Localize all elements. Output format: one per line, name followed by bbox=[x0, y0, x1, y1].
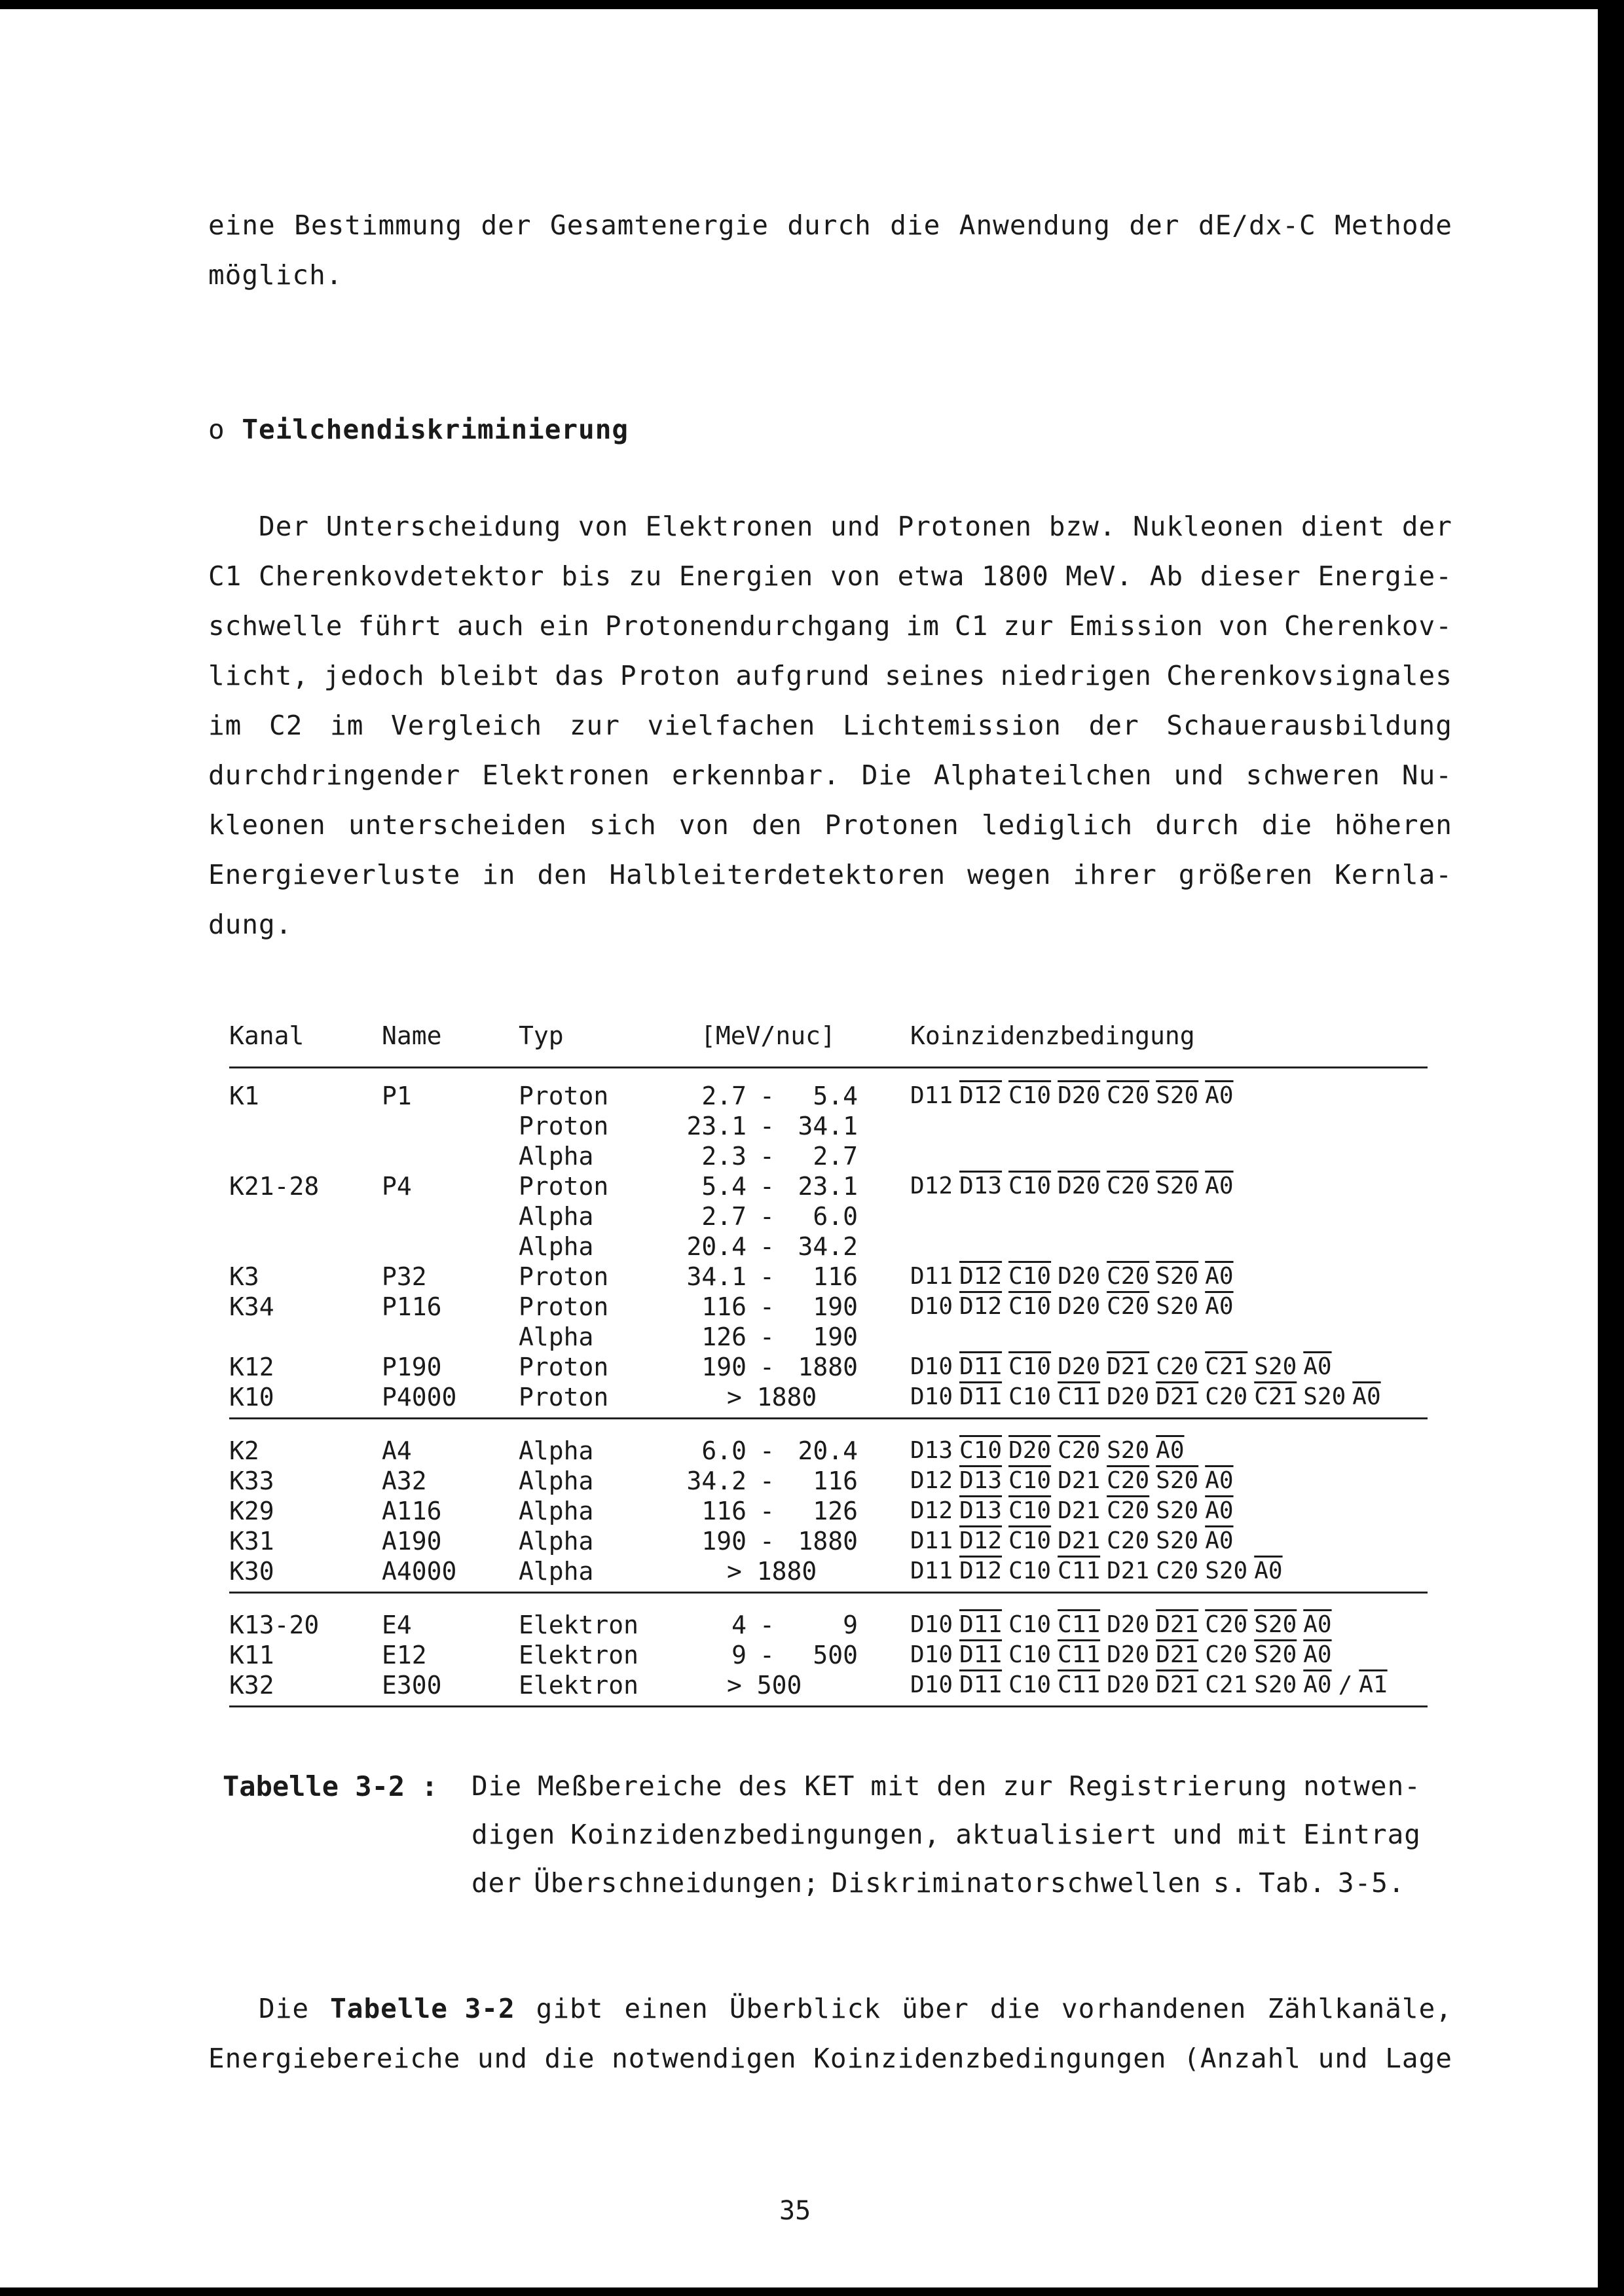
table-rule bbox=[229, 1705, 1428, 1707]
table-cell-name: P32 bbox=[382, 1262, 427, 1291]
table-cell-name: A32 bbox=[382, 1467, 427, 1495]
table-cell-name: A4 bbox=[382, 1436, 412, 1465]
table-cell-coincidence: D10 D11 C10 C11 D20 D21 C20 S20 A0 bbox=[910, 1641, 1332, 1668]
caption-line: digen Koinzidenzbedingungen, aktualisiert und mit Eintrag bbox=[471, 1819, 1421, 1850]
table-cell-kanal: K12 bbox=[229, 1353, 274, 1381]
text-line: Die Tabelle 3-2 gibt einen Überblick über die vorhandenen Zählkanäle, bbox=[208, 1993, 1452, 2024]
table-cell-name: E300 bbox=[382, 1671, 442, 1700]
caption-line: Die Meßbereiche des KET mit den zur Registrierung notwen- bbox=[471, 1770, 1421, 1802]
table-cell-name: P116 bbox=[382, 1292, 442, 1321]
text-line: Der Unterscheidung von Elektronen und Protonen bzw. Nukleonen dient der bbox=[208, 511, 1452, 542]
table-caption-label: Tabelle 3-2 : bbox=[223, 1770, 438, 1802]
table-cell-typ: Proton bbox=[519, 1383, 609, 1412]
table-cell-coincidence: D11 D12 C10 D21 C20 S20 A0 bbox=[910, 1527, 1234, 1554]
table-cell-kanal: K29 bbox=[229, 1497, 274, 1525]
table-cell-kanal: K31 bbox=[229, 1527, 274, 1556]
table-cell-name: E4 bbox=[382, 1611, 412, 1639]
table-caption bbox=[471, 1770, 1421, 1916]
table-cell-name: A116 bbox=[382, 1497, 442, 1525]
table-cell-kanal: K2 bbox=[229, 1436, 259, 1465]
paragraph-overview bbox=[208, 1993, 1452, 2092]
table-cell-name: P4 bbox=[382, 1172, 412, 1201]
table-header-cell: [MeV/nuc] bbox=[701, 1021, 836, 1050]
section-bullet: o bbox=[208, 414, 225, 445]
table-cell-kanal: K10 bbox=[229, 1383, 274, 1412]
table-header-cell: Typ bbox=[519, 1021, 564, 1050]
table-cell-typ: Elektron bbox=[519, 1611, 639, 1639]
table-rule bbox=[229, 1066, 1428, 1068]
page-number: 35 bbox=[779, 2196, 811, 2226]
table-cell-kanal: K32 bbox=[229, 1671, 274, 1700]
text-line: dung. bbox=[208, 909, 293, 940]
table-rule bbox=[229, 1417, 1428, 1419]
text-line: schwelle führt auch ein Protonendurchgang im C1 zur Emission von Cherenkov- bbox=[208, 610, 1452, 642]
table-cell-coincidence: D12 D13 C10 D20 C20 S20 A0 bbox=[910, 1173, 1234, 1199]
table-cell-coincidence: D11 D12 C10 D20 C20 S20 A0 bbox=[910, 1263, 1234, 1290]
table-cell-name: P190 bbox=[382, 1353, 442, 1381]
table-cell-name: A4000 bbox=[382, 1557, 457, 1586]
table-cell-coincidence: D11 D12 C10 C11 D21 C20 S20 A0 bbox=[910, 1558, 1283, 1584]
table-cell-kanal: K3 bbox=[229, 1262, 259, 1291]
table-cell-coincidence: D10 D11 C10 C11 D20 D21 C20 S20 A0 bbox=[910, 1611, 1332, 1638]
text-line: kleonen unterscheiden sich von den Protonen lediglich durch die höheren bbox=[208, 809, 1452, 841]
table-cell-coincidence: D10 D11 C10 C11 D20 D21 C21 S20 A0 / A1 bbox=[910, 1671, 1388, 1698]
table-cell-kanal: K33 bbox=[229, 1467, 274, 1495]
table-header-cell: Koinzidenzbedingung bbox=[910, 1021, 1195, 1050]
document-page: eine Bestimmung der Gesamtenergie durch die Anwendung der dE/dx-C Methode möglich. o Teilchendiskriminierung Der Unterscheidung von Elektronen und Protonen bzw. Nukleonen dient der C1 Cherenkovdetektor bis zu Energien von etwa 1800 MeV. Ab dieser Energie- schwelle führt auch ein Protonendurchgang im C1 zur Emission von Cherenkov- licht, jedoch bleibt das Proton aufgrund seines niedrigen Cherenkovsignales im C2 im Vergleich zur vielfachen Lichtemission der Schauerausbildung durchdringender Elektronen erkennbar. Die Alphateilchen und schweren Nu- kleonen unterscheiden sich von den Protonen lediglich durch die höheren Energieverluste in den Halbleiterdetektoren wegen ihrer größeren Kernla- dung. Kanal Name Typ [MeV/nuc] Koinzidenzbedingung K1 P1 D11 D12 C10 D20 C20 S20 A0 Proton 2.7 - 5.4 Proton 23.1 - 34.1 Alpha 2.3 - 2.7 K21-28 P4 D12 D13 C10 D20 C20 S20 A0 Proton 5.4 - 23.1 Alpha 2.7 - 6.0 Alpha 20.4 - 34.2 K3 P32 D11 D12 C10 D20 C20 S20 A0 Proton 34.1 - 116 K34 P116 D10 D12 C10 D20 C20 S20 A0 Proton 116 - 190 Alpha 126 - 190 K12 P190 D10 D11 C10 D20 D21 C20 C21 S20 A0 Proton 190 - 1880 K10 P4000 D10 D11 C10 C11 D20 D21 C20 C21 S20 A0 Proton > 1880 K2 A4 D13 C10 D20 C20 S20 A0 Alpha 6.0 - 20.4 K33 A32 D12 D13 C10 D21 C20 S20 A0 Alpha 34.2 - 116 K29 A116 D12 D13 C10 D21 C20 S20 A0 Alpha 116 - 126 K31 A190 D11 D12 C10 D21 C20 S20 A0 Alpha 190 - 1880 K30 A4000 D11 D12 C10 C11 D21 C20 S20 A0 Alpha > 1880 K13-20 E4 D10 D11 C10 C11 D20 D21 C20 S20 A0 Elektron 4 - 9 K11 E12 D10 D11 C10 C11 D20 D21 C20 S20 A0 Elektron 9 - 500 K32 E300 D10 D11 C10 C11 D20 D21 C21 S20 A0 / A1 Elektron > 500 Tabelle 3-2 : Die Meßbereiche des KET mit den zur Registrierung notwen- digen Koinzidenzbedingungen, aktualisiert und mit Eintrag der Überschneidungen; Diskriminatorschwellen s. Tab. 3-5. Die Tabelle 3-2 gibt einen Überblick über die vorhandenen Zählkanäle, Energiebereiche und die notwendigen Koinzidenzbedingungen (Anzahl und Lage 35 bbox=[0, 9, 1598, 2287]
section-title: Teilchendiskriminierung bbox=[242, 414, 629, 445]
paragraph-intro bbox=[208, 210, 1452, 309]
text-line: durchdringender Elektronen erkennbar. Die Alphateilchen und schweren Nu- bbox=[208, 759, 1452, 791]
table-cell-typ: Proton bbox=[519, 1112, 609, 1140]
table-cell-typ: Alpha bbox=[519, 1436, 594, 1465]
table-cell-typ: Alpha bbox=[519, 1232, 594, 1261]
table-cell-typ: Elektron bbox=[519, 1641, 639, 1669]
table-cell-kanal: K34 bbox=[229, 1292, 274, 1321]
text-line: im C2 im Vergleich zur vielfachen Lichtemission der Schauerausbildung bbox=[208, 710, 1452, 741]
text-line: Energiebereiche und die notwendigen Koinzidenzbedingungen (Anzahl und Lage bbox=[208, 2043, 1452, 2074]
table-cell-typ: Alpha bbox=[519, 1467, 594, 1495]
table-cell-typ: Alpha bbox=[519, 1527, 594, 1556]
table-cell-name: E12 bbox=[382, 1641, 427, 1669]
text-line: Energieverluste in den Halbleiterdetektoren wegen ihrer größeren Kernla- bbox=[208, 859, 1452, 890]
text-line: licht, jedoch bleibt das Proton aufgrund seines niedrigen Cherenkovsignales bbox=[208, 660, 1452, 691]
table-header-cell: Name bbox=[382, 1021, 442, 1050]
table-cell-coincidence: D13 C10 D20 C20 S20 A0 bbox=[910, 1437, 1185, 1464]
table-cell-typ: Proton bbox=[519, 1292, 609, 1321]
table-cell-typ: Alpha bbox=[519, 1142, 594, 1171]
table-header-cell: Kanal bbox=[229, 1021, 304, 1050]
text-line: möglich. bbox=[208, 259, 343, 291]
table-cell-typ: Proton bbox=[519, 1353, 609, 1381]
caption-line: der Überschneidungen; Diskriminatorschwellen s. Tab. 3-5. bbox=[471, 1867, 1405, 1899]
table-cell-coincidence: D12 D13 C10 D21 C20 S20 A0 bbox=[910, 1467, 1234, 1494]
table-cell-kanal: K11 bbox=[229, 1641, 274, 1669]
table-cell-coincidence: D11 D12 C10 D20 C20 S20 A0 bbox=[910, 1082, 1234, 1109]
paragraph-discrimination bbox=[208, 511, 1452, 958]
table-cell-typ: Alpha bbox=[519, 1202, 594, 1231]
table-cell-coincidence: D10 D11 C10 C11 D20 D21 C20 C21 S20 A0 bbox=[910, 1383, 1381, 1410]
table-cell-name: P4000 bbox=[382, 1383, 457, 1412]
table-rule bbox=[229, 1592, 1428, 1594]
table-cell-typ: Alpha bbox=[519, 1497, 594, 1525]
table-cell-typ: Alpha bbox=[519, 1557, 594, 1586]
table-cell-coincidence: D10 D11 C10 D20 D21 C20 C21 S20 A0 bbox=[910, 1353, 1332, 1380]
table-cell-name: P1 bbox=[382, 1082, 412, 1110]
table-cell-typ: Proton bbox=[519, 1082, 609, 1110]
table-cell-kanal: K21-28 bbox=[229, 1172, 320, 1201]
table-cell-typ: Proton bbox=[519, 1262, 609, 1291]
section-heading bbox=[208, 414, 629, 445]
table-cell-typ: Elektron bbox=[519, 1671, 639, 1700]
text-line: C1 Cherenkovdetektor bis zu Energien von etwa 1800 MeV. Ab dieser Energie- bbox=[208, 560, 1452, 592]
table-cell-coincidence: D10 D12 C10 D20 C20 S20 A0 bbox=[910, 1293, 1234, 1320]
table-cell-typ: Proton bbox=[519, 1172, 609, 1201]
text-line: eine Bestimmung der Gesamtenergie durch die Anwendung der dE/dx-C Methode bbox=[208, 210, 1452, 241]
table-cell-coincidence: D12 D13 C10 D21 C20 S20 A0 bbox=[910, 1497, 1234, 1524]
table-cell-kanal: K1 bbox=[229, 1082, 259, 1110]
table-cell-name: A190 bbox=[382, 1527, 442, 1556]
table-cell-typ: Alpha bbox=[519, 1322, 594, 1351]
table-cell-kanal: K30 bbox=[229, 1557, 274, 1586]
table-cell-kanal: K13-20 bbox=[229, 1611, 320, 1639]
